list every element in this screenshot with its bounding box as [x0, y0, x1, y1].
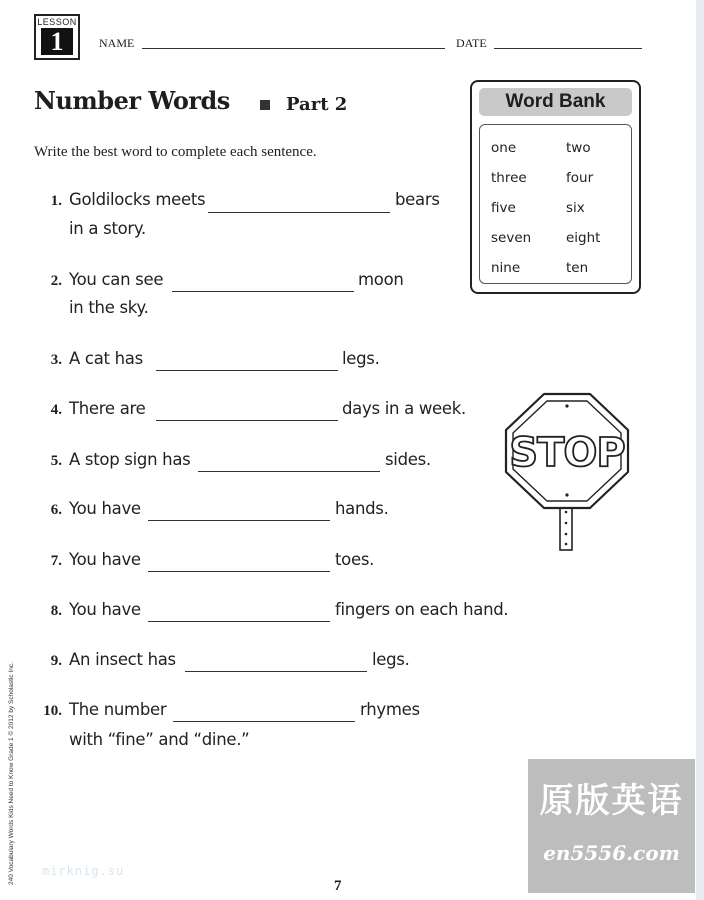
question-text: sides.: [385, 450, 431, 469]
question-text: A cat has: [69, 349, 143, 368]
word-bank-item: eight: [566, 230, 601, 246]
answer-blank[interactable]: [156, 370, 338, 371]
question-number: 4.: [50, 402, 62, 418]
answer-blank[interactable]: [185, 671, 367, 672]
word-bank-item: seven: [491, 230, 532, 246]
name-field[interactable]: [142, 48, 445, 49]
page-number: 7: [334, 878, 342, 894]
answer-blank[interactable]: [198, 471, 380, 472]
question-text: with “fine” and “dine.”: [69, 730, 250, 749]
answer-blank[interactable]: [156, 420, 338, 421]
question-text: An insect has: [69, 650, 176, 669]
answer-blank[interactable]: [208, 212, 390, 213]
watermark-logo: [528, 759, 695, 893]
bolt-icon: [565, 404, 568, 407]
question-text: You can see: [69, 270, 164, 289]
answer-blank[interactable]: [148, 520, 330, 521]
question-text: You have: [69, 600, 141, 619]
watermark-text: mirknig.su: [42, 864, 125, 878]
word-bank-item: one: [491, 140, 517, 156]
word-bank-item: five: [491, 200, 516, 216]
lesson-badge: [34, 14, 80, 60]
question-text: toes.: [335, 550, 375, 569]
question-number: 9.: [50, 653, 62, 669]
question-text: legs.: [372, 650, 410, 669]
question-text: hands.: [335, 499, 389, 518]
sign-text: STOP: [509, 430, 625, 476]
question-number: 1.: [50, 193, 62, 209]
date-field[interactable]: [494, 48, 642, 49]
word-bank-item: nine: [491, 260, 521, 276]
bolt-icon: [565, 493, 568, 496]
word-bank-item: four: [566, 170, 594, 186]
question-text: fingers on each hand.: [335, 600, 509, 619]
answer-blank[interactable]: [148, 621, 330, 622]
question-text: You have: [69, 499, 141, 518]
lesson-label: LESSON: [37, 17, 77, 27]
question-text: in the sky.: [69, 298, 149, 317]
question-text: in a story.: [69, 219, 146, 238]
sign-post: [560, 502, 572, 550]
question-text: There are: [69, 399, 146, 418]
question-text: days in a week.: [342, 399, 466, 418]
name-label: NAME: [99, 36, 135, 50]
question-number: 8.: [50, 603, 62, 619]
word-bank-list: [479, 124, 632, 284]
word-bank-item: three: [491, 170, 527, 186]
question-text: legs.: [342, 349, 380, 368]
question-text: The number: [69, 700, 167, 719]
word-bank: [470, 80, 641, 294]
watermark-url: en5556.com: [543, 841, 680, 865]
question-text: Goldilocks meets: [69, 190, 206, 209]
copyright-notice: 240 Vocabulary Words Kids Need to Know Grade 1 © 2012 by Scholastic Inc.: [8, 662, 15, 885]
word-bank-item: two: [566, 140, 591, 156]
answer-blank[interactable]: [172, 291, 354, 292]
lesson-number: 1: [41, 28, 73, 55]
question-text: rhymes: [360, 700, 420, 719]
question-number: 7.: [50, 553, 62, 569]
title-bullet-icon: [260, 100, 270, 110]
answer-blank[interactable]: [173, 721, 355, 722]
word-bank-item: ten: [566, 260, 589, 276]
question-number: 3.: [50, 352, 62, 368]
question-number: 10.: [43, 703, 62, 719]
stop-sign-illustration: [500, 392, 634, 552]
question-number: 6.: [50, 502, 62, 518]
question-text: moon: [358, 270, 404, 289]
word-bank-title: Word Bank: [479, 88, 632, 116]
answer-blank[interactable]: [148, 571, 330, 572]
question-text: You have: [69, 550, 141, 569]
page-title: Number Words: [34, 86, 230, 115]
page-subtitle: Part 2: [286, 94, 348, 115]
instructions: Write the best word to complete each sentence.: [34, 144, 317, 160]
page-edge: [696, 0, 704, 900]
date-label: DATE: [456, 36, 487, 50]
question-text: bears: [395, 190, 440, 209]
question-number: 2.: [50, 273, 62, 289]
question-text: A stop sign has: [69, 450, 191, 469]
question-number: 5.: [50, 453, 62, 469]
watermark-title: 原版英语: [539, 781, 684, 821]
word-bank-item: six: [566, 200, 585, 216]
